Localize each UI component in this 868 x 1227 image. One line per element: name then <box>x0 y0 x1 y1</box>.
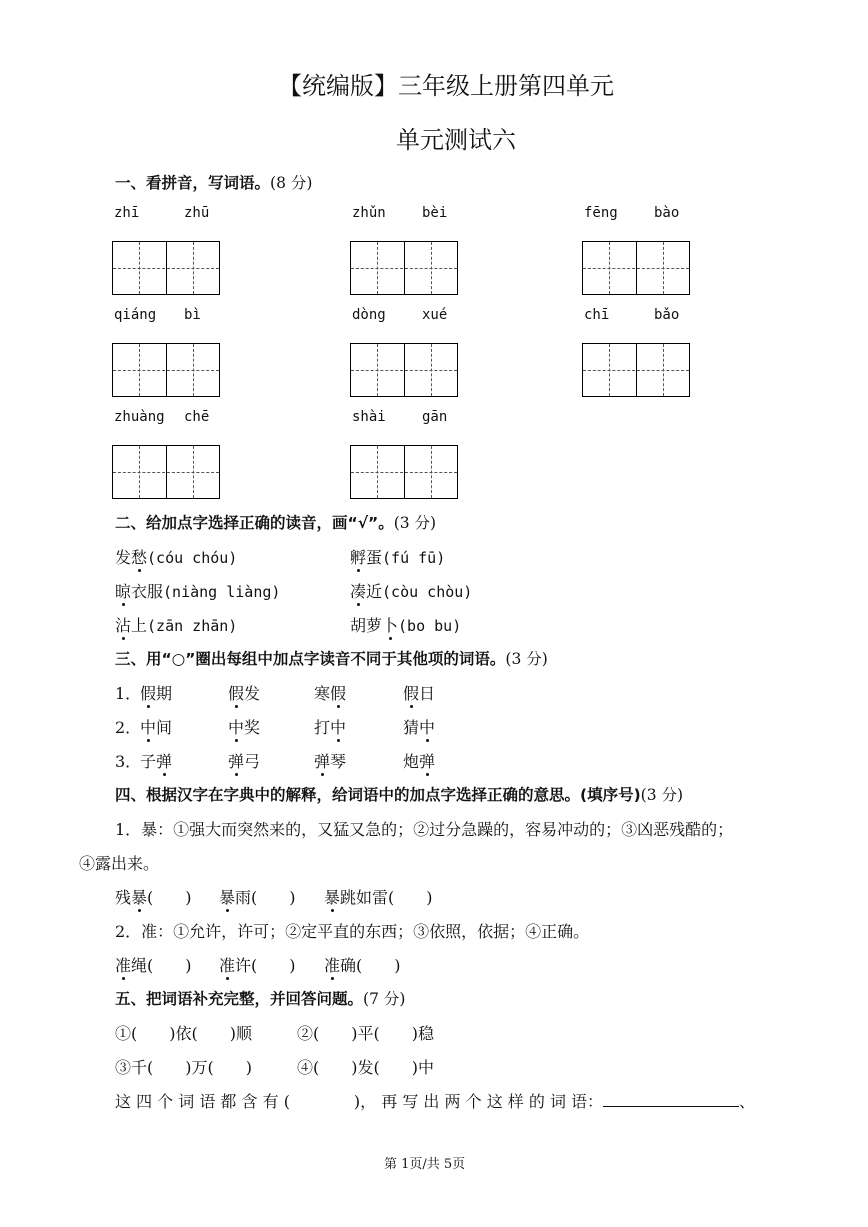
meaning-item[interactable] <box>219 885 296 908</box>
section-3-heading: 三、用“○”圈出每组中加点字读音不同于其他项的词语。(3 分) <box>115 650 548 668</box>
pinyin-syllable: gān <box>422 409 448 425</box>
pinyin-syllable: zhuàng <box>114 409 165 425</box>
writing-grid[interactable] <box>582 241 690 295</box>
pinyin-syllable: shài <box>352 409 386 425</box>
dotted-char: 孵 <box>350 548 367 567</box>
word-option[interactable] <box>228 715 260 738</box>
document-title: 【统编版】三年级上册第四单元 <box>278 72 614 100</box>
section-4-heading: 四、根据汉字在字典中的解释，给词语中的加点字选择正确的意思。(填序号)(3 分) <box>115 786 684 804</box>
pinyin-syllable: fēng <box>584 205 618 221</box>
row-number: 2． <box>115 718 142 737</box>
word-text: 中奖 <box>228 718 261 737</box>
pinyin-syllable: qiáng <box>114 307 157 323</box>
pinyin-options[interactable]: (cóu chóu) <box>147 549 238 567</box>
writing-grid[interactable] <box>350 445 458 499</box>
dotted-char: 弹 <box>228 752 245 771</box>
writing-grid[interactable] <box>582 343 690 397</box>
dotted-char: 晾 <box>115 582 132 601</box>
document-subtitle: 单元测试六 <box>396 126 516 154</box>
dotted-char: 假 <box>330 684 347 703</box>
dotted-char: 暴 <box>131 888 148 907</box>
writing-grid[interactable] <box>112 241 220 295</box>
word-text: 炮弹 <box>403 752 436 771</box>
word-option[interactable] <box>403 715 435 738</box>
meaning-item[interactable] <box>219 953 296 976</box>
word-option[interactable] <box>140 749 172 772</box>
word-option[interactable] <box>314 749 346 772</box>
word-option[interactable] <box>403 749 435 772</box>
pinyin-syllable: bào <box>654 205 680 221</box>
dotted-char: 弹 <box>314 752 331 771</box>
word-text: 中间 <box>140 718 173 737</box>
word-text: 打中 <box>314 718 347 737</box>
section-2-heading: 二、给加点字选择正确的读音，画“√”。(3 分) <box>115 514 437 532</box>
pinyin-options[interactable]: (fú fū) <box>382 549 446 567</box>
word-text: 假期 <box>140 684 173 703</box>
pronunciation-item <box>115 613 237 636</box>
word-text: 弹琴 <box>314 752 347 771</box>
word-option[interactable] <box>228 749 260 772</box>
word-option[interactable] <box>140 715 172 738</box>
pronunciation-item <box>115 545 237 568</box>
pronunciation-item <box>350 579 472 602</box>
dotted-char: 假 <box>228 684 245 703</box>
meaning-item[interactable] <box>324 885 433 908</box>
row-number: 3． <box>115 752 142 771</box>
word-option[interactable] <box>314 681 346 704</box>
pronunciation-item <box>350 545 445 568</box>
pinyin-syllable: chī <box>584 307 610 323</box>
dotted-char: 中 <box>419 718 436 737</box>
item-word: 暴跳如雷( ) <box>324 888 433 907</box>
section-5-heading: 五、把词语补充完整，并回答问题。(7 分) <box>115 990 406 1008</box>
dotted-char: 弹 <box>419 752 436 771</box>
row-number: 1． <box>115 684 142 703</box>
pronunciation-item <box>115 579 280 602</box>
q1-definition: 1．暴：①强大而突然来的，又猛又急的；②过分急躁的，容易冲动的；③凶恶残酷的； <box>115 820 734 839</box>
section-5-question: 这 四 个 词 语 都 含 有 ( )， 再 写 出 两 个 这 样 的 词 语： 、 <box>115 1092 756 1111</box>
dotted-char: 准 <box>219 956 236 975</box>
idiom-1: ①( )依( )顺 <box>115 1024 252 1043</box>
word-text: 猜中 <box>403 718 436 737</box>
word-option[interactable] <box>140 681 172 704</box>
dotted-char: 中 <box>330 718 347 737</box>
item-word: 准许( ) <box>219 956 296 975</box>
pinyin-syllable: zhī <box>114 205 140 221</box>
writing-grid[interactable] <box>112 445 220 499</box>
pinyin-syllable: dòng <box>352 307 386 323</box>
dotted-char: 假 <box>403 684 420 703</box>
writing-grid[interactable] <box>350 241 458 295</box>
item-word: 孵蛋 <box>350 548 383 567</box>
word-option[interactable] <box>314 715 346 738</box>
dotted-char: 弹 <box>156 752 173 771</box>
dotted-char: 中 <box>140 718 157 737</box>
q2-definition: 2．准：①允许，许可；②定平直的东西；③依照，依据；④正确。 <box>115 922 590 941</box>
dotted-char: 凑 <box>350 582 367 601</box>
item-word: 准确( ) <box>324 956 401 975</box>
pinyin-syllable: bèi <box>422 205 448 221</box>
dotted-char: 准 <box>115 956 132 975</box>
pinyin-syllable: chē <box>184 409 210 425</box>
pinyin-options[interactable]: (còu chòu) <box>382 583 473 601</box>
pinyin-syllable: bì <box>184 307 201 323</box>
dotted-char: 卜 <box>382 616 399 635</box>
writing-grid[interactable] <box>112 343 220 397</box>
idiom-3: ③千( )万( ) <box>115 1058 252 1077</box>
dotted-char: 暴 <box>219 888 236 907</box>
idiom-2: ②( )平( )稳 <box>297 1024 434 1043</box>
word-text: 弹弓 <box>228 752 261 771</box>
pronunciation-item <box>350 613 461 636</box>
pinyin-syllable: zhǔn <box>352 205 386 221</box>
dotted-char: 愁 <box>131 548 148 567</box>
meaning-item[interactable] <box>324 953 401 976</box>
pinyin-syllable: zhū <box>184 205 210 221</box>
word-option[interactable] <box>228 681 260 704</box>
writing-grid[interactable] <box>350 343 458 397</box>
dotted-char: 假 <box>140 684 157 703</box>
item-word: 凑近 <box>350 582 383 601</box>
section-1-heading: 一、看拼音，写词语。(8 分) <box>115 174 313 192</box>
meaning-item[interactable] <box>115 885 192 908</box>
dotted-char: 暴 <box>324 888 341 907</box>
word-text: 假日 <box>403 684 436 703</box>
word-text: 假发 <box>228 684 261 703</box>
dotted-char: 中 <box>228 718 245 737</box>
item-word: 暴雨( ) <box>219 888 296 907</box>
pinyin-syllable: bǎo <box>654 307 680 323</box>
dotted-char: 沾 <box>115 616 132 635</box>
item-word: 沾上 <box>115 616 148 635</box>
item-word: 残暴( ) <box>115 888 192 907</box>
idiom-4: ④( )发( )中 <box>297 1058 434 1077</box>
pinyin-options[interactable]: (niàng liàng) <box>163 583 281 601</box>
pinyin-options[interactable]: (zān zhān) <box>147 617 238 635</box>
item-word: 胡萝卜 <box>350 616 399 635</box>
item-word: 晾衣服 <box>115 582 164 601</box>
item-word: 准绳( ) <box>115 956 192 975</box>
word-text: 子弹 <box>140 752 173 771</box>
word-text: 寒假 <box>314 684 347 703</box>
page-number: 第 1页/共 5页 <box>384 1157 466 1172</box>
q1-definition-cont: ④露出来。 <box>79 854 160 873</box>
item-word: 发愁 <box>115 548 148 567</box>
dotted-char: 准 <box>324 956 341 975</box>
word-option[interactable] <box>403 681 435 704</box>
pinyin-syllable: xué <box>422 307 448 323</box>
answer-line[interactable] <box>603 1092 739 1107</box>
meaning-item[interactable] <box>115 953 192 976</box>
pinyin-options[interactable]: (bo bu) <box>398 617 462 635</box>
